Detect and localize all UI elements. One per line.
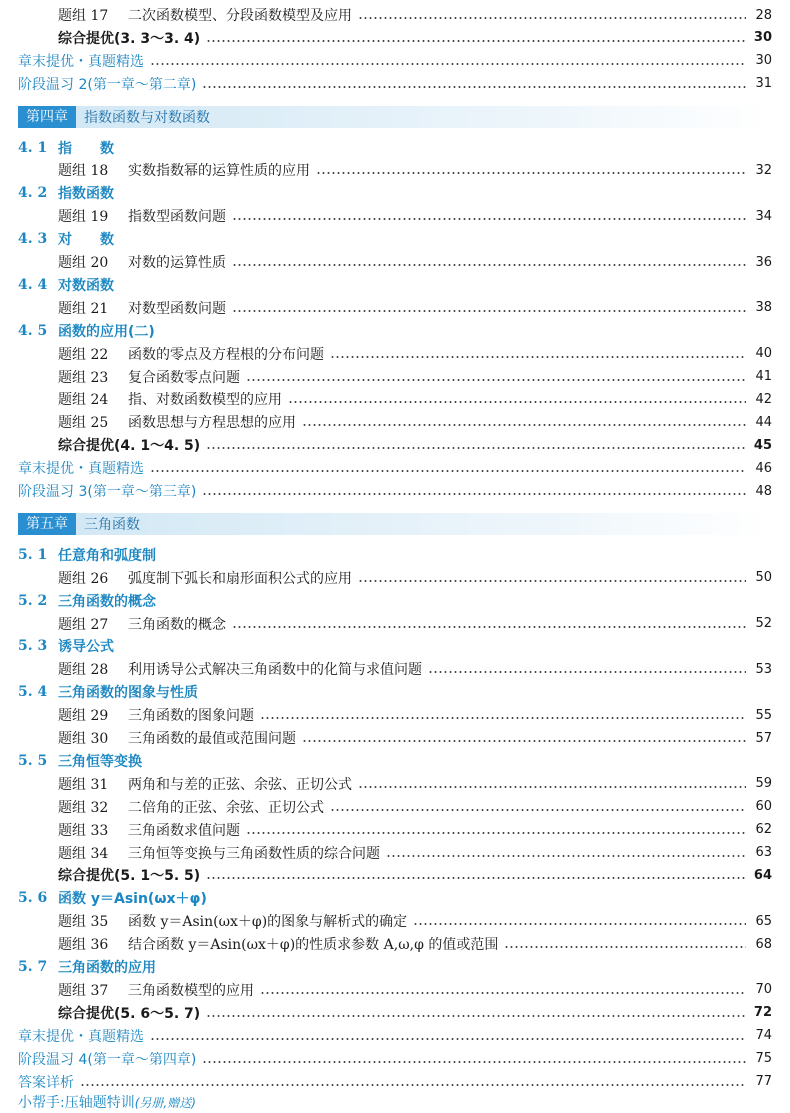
- page-number: 68: [755, 936, 772, 952]
- dot-leader: [206, 447, 746, 449]
- toc-entry[interactable]: [58, 910, 772, 932]
- section-heading[interactable]: [18, 228, 772, 250]
- section-heading[interactable]: [18, 681, 772, 703]
- page-number: 44: [755, 414, 772, 430]
- group-number: 题组 36: [58, 937, 109, 954]
- toc-entry[interactable]: [58, 819, 772, 841]
- toc-entry[interactable]: [58, 796, 772, 818]
- entry-title: 三角函数求值问题: [128, 822, 240, 839]
- entry-title: 对数的运算性质: [128, 255, 226, 271]
- page-number: 40: [755, 346, 772, 362]
- entry-title: 任意角和弧度制: [58, 547, 156, 564]
- toc-entry[interactable]: [58, 205, 772, 227]
- toc-entry[interactable]: [58, 343, 772, 365]
- entry-title: 阶段温习 4(第一章～第四章): [18, 1051, 197, 1068]
- page-number: 41: [755, 369, 772, 384]
- entry-title: 三角函数模型的应用: [128, 982, 254, 999]
- entry-title: 结合函数 y＝Asin(ωx＋φ)的性质求参数 A,ω,φ 的值或范围: [128, 937, 499, 954]
- entry-title: 二次函数模型、分段函数模型及应用: [128, 8, 352, 24]
- section-heading[interactable]: [18, 137, 772, 159]
- toc-entry[interactable]: [58, 704, 772, 726]
- group-number: 题组 24: [58, 392, 109, 409]
- entry-title: 复合函数零点问题: [128, 369, 240, 386]
- page-number: 75: [755, 1051, 772, 1067]
- helper-paren: (另册,赠送): [134, 1095, 196, 1110]
- group-number: 题组 25: [58, 415, 109, 432]
- entry-title: 二倍角的正弦、余弦、正切公式: [128, 799, 324, 816]
- entry-title: 函数的零点及方程根的分布问题: [128, 346, 324, 363]
- toc-entry[interactable]: [58, 979, 772, 1001]
- entry-title: 利用诱导公式解决三角函数中的化简与求值问题: [128, 662, 422, 679]
- toc-entry[interactable]: [58, 933, 772, 955]
- group-number: 题组 34: [58, 845, 109, 862]
- group-number: 题组 21: [58, 300, 109, 317]
- group-number: 题组 19: [58, 209, 109, 226]
- entry-title: 综合提优(3. 3～3. 4): [58, 30, 201, 47]
- dot-leader: [316, 172, 746, 174]
- group-number: 题组 20: [58, 255, 109, 271]
- entry-title: 指、对数函数模型的应用: [128, 392, 282, 409]
- chapter-title: 三角函数: [84, 516, 140, 533]
- dot-leader: [202, 1061, 746, 1063]
- group-number: 题组 27: [58, 616, 109, 633]
- group-number: 题组 29: [58, 708, 109, 725]
- page-number: 45: [753, 437, 772, 453]
- group-number: 题组 23: [58, 369, 109, 386]
- section-heading[interactable]: [18, 750, 772, 772]
- page-number: 46: [755, 460, 772, 476]
- chapter-banner: [18, 513, 772, 535]
- summary-entry[interactable]: [58, 434, 772, 456]
- entry-title: 诱导公式: [58, 639, 114, 656]
- page-number: 30: [753, 30, 772, 46]
- entry-title: 指数函数: [58, 186, 114, 203]
- toc-entry[interactable]: [58, 567, 772, 589]
- group-number: 题组 18: [58, 163, 109, 180]
- dot-leader: [302, 740, 746, 742]
- dot-leader: [202, 493, 746, 495]
- dot-leader: [386, 855, 746, 857]
- dot-leader: [358, 786, 746, 788]
- dot-leader: [206, 877, 746, 879]
- chapter-end-entry[interactable]: [18, 50, 772, 72]
- group-number: 题组 30: [58, 731, 109, 747]
- section-number: 5. 1: [18, 546, 48, 563]
- section-number: 5. 7: [18, 959, 48, 975]
- entry-title: 函数的应用(二): [58, 323, 155, 340]
- page-number: 77: [755, 1074, 772, 1089]
- dot-leader: [150, 470, 746, 472]
- dot-leader: [413, 923, 746, 925]
- entry-title: 对数函数: [58, 277, 114, 294]
- entry-title: 阶段温习 3(第一章～第三章): [18, 484, 197, 500]
- entry-title: 函数 y＝Asin(ωx＋φ): [58, 891, 207, 908]
- toc-entry[interactable]: [58, 297, 772, 319]
- toc-entry[interactable]: [58, 366, 772, 388]
- entry-title: 三角函数的概念: [128, 616, 226, 633]
- chapter-title: 指数函数与对数函数: [84, 109, 210, 126]
- dot-leader: [150, 63, 746, 65]
- dot-leader: [232, 310, 746, 312]
- toc-entry[interactable]: [58, 658, 772, 680]
- page-number: 60: [755, 799, 772, 815]
- chapter-number: 第四章: [18, 106, 76, 128]
- entry-title: 综合提优(5. 1～5. 5): [58, 868, 201, 885]
- entry-title: 两角和与差的正弦、余弦、正切公式: [128, 776, 352, 793]
- group-number: 题组 26: [58, 570, 109, 587]
- page-number: 34: [755, 208, 772, 224]
- group-number: 题组 37: [58, 982, 109, 999]
- toc-entry[interactable]: [58, 773, 772, 795]
- dot-leader: [202, 86, 746, 88]
- chapter-end-entry[interactable]: [18, 480, 772, 502]
- entry-title: 指数型函数问题: [128, 209, 226, 226]
- toc-entry[interactable]: [58, 842, 772, 864]
- section-heading[interactable]: [18, 887, 772, 909]
- page-number: 57: [755, 730, 772, 746]
- chapter-end-entry[interactable]: [18, 1071, 772, 1093]
- entry-title: 实数指数幂的运算性质的应用: [128, 163, 310, 180]
- section-heading[interactable]: [18, 590, 772, 612]
- entry-title: 答案详析: [18, 1074, 74, 1091]
- group-number: 题组 28: [58, 662, 109, 679]
- dot-leader: [206, 1015, 746, 1017]
- page-number: 74: [755, 1028, 772, 1044]
- entry-title: 三角函数的图象问题: [128, 708, 254, 725]
- entry-title: 综合提优(5. 6～5. 7): [58, 1005, 201, 1022]
- dot-leader: [428, 671, 746, 673]
- helper-title: 小帮手:压轴题特训: [18, 1095, 135, 1112]
- section-number: 5. 2: [18, 592, 48, 609]
- dot-leader: [80, 1084, 746, 1086]
- section-heading[interactable]: [18, 956, 772, 978]
- section-number: 5. 5: [18, 752, 48, 769]
- dot-leader: [358, 580, 746, 582]
- section-number: 4. 4: [18, 276, 48, 293]
- dot-leader: [246, 832, 746, 834]
- page-number: 42: [755, 391, 772, 407]
- page-number: 30: [755, 53, 772, 69]
- entry-title: 对 数: [58, 232, 114, 249]
- page-number: 62: [755, 822, 772, 838]
- toc-entry[interactable]: [58, 411, 772, 433]
- page-number: 38: [755, 300, 772, 316]
- section-number: 5. 6: [18, 890, 48, 907]
- page-number: 31: [755, 76, 772, 92]
- section-number: 5. 3: [18, 638, 48, 655]
- section-number: 4. 3: [18, 231, 48, 248]
- dot-leader: [232, 218, 746, 220]
- entry-title: 对数型函数问题: [128, 300, 226, 317]
- dot-leader: [232, 626, 746, 628]
- entry-title: 三角函数的图象与性质: [58, 685, 198, 702]
- entry-title: 章末提优・真题精选: [18, 53, 144, 70]
- page-number: 70: [755, 982, 772, 998]
- chapter-banner: [18, 106, 772, 128]
- toc-entry[interactable]: [58, 251, 772, 273]
- toc-entry[interactable]: [58, 613, 772, 635]
- section-heading[interactable]: [18, 635, 772, 657]
- dot-leader: [330, 356, 746, 358]
- section-number: 5. 4: [18, 684, 48, 701]
- chapter-end-entry[interactable]: [18, 457, 772, 479]
- group-number: 题组 32: [58, 799, 109, 816]
- entry-title: 函数思想与方程思想的应用: [128, 415, 296, 432]
- section-heading[interactable]: [18, 320, 772, 342]
- entry-title: 章末提优・真题精选: [18, 1028, 144, 1045]
- page-number: 50: [755, 570, 772, 586]
- chapter-end-entry[interactable]: [18, 1025, 772, 1047]
- chapter-end-entry[interactable]: [18, 1048, 772, 1070]
- dot-leader: [358, 17, 746, 19]
- summary-entry[interactable]: [58, 864, 772, 886]
- toc-entry[interactable]: [58, 388, 772, 410]
- section-number: 4. 2: [18, 185, 48, 202]
- entry-title: 阶段温习 2(第一章～第二章): [18, 76, 197, 93]
- group-number: 题组 33: [58, 822, 109, 839]
- page-number: 48: [755, 483, 772, 499]
- entry-title: 章末提优・真题精选: [18, 461, 144, 478]
- dot-leader: [246, 379, 746, 381]
- summary-entry[interactable]: [58, 27, 772, 49]
- section-heading[interactable]: [18, 274, 772, 296]
- page-number: 36: [755, 254, 772, 270]
- entry-title: 三角函数的应用: [58, 960, 156, 976]
- page-number: 53: [755, 661, 772, 677]
- chapter-number: 第五章: [18, 513, 76, 535]
- dot-leader: [150, 1038, 746, 1040]
- section-heading[interactable]: [18, 182, 772, 204]
- page-number: 28: [755, 7, 772, 23]
- page-number: 72: [753, 1005, 772, 1021]
- page-number: 65: [755, 913, 772, 929]
- toc-entry[interactable]: [58, 4, 772, 26]
- page-number: 64: [753, 867, 772, 883]
- entry-title: 三角函数的最值或范围问题: [128, 731, 296, 747]
- entry-title: 指 数: [58, 140, 114, 157]
- group-number: 题组 35: [58, 914, 109, 931]
- dot-leader: [206, 40, 746, 42]
- dot-leader: [504, 946, 746, 948]
- entry-title: 弧度制下弧长和扇形面积公式的应用: [128, 570, 352, 587]
- page-number: 32: [755, 162, 772, 178]
- helper-note: [18, 1091, 196, 1113]
- entry-title: 三角函数的概念: [58, 593, 156, 610]
- section-number: 4. 5: [18, 322, 48, 339]
- summary-entry[interactable]: [58, 1002, 772, 1024]
- group-number: 题组 22: [58, 346, 109, 363]
- entry-title: 综合提优(4. 1～4. 5): [58, 438, 201, 455]
- entry-title: 函数 y＝Asin(ωx＋φ)的图象与解析式的确定: [128, 914, 408, 931]
- dot-leader: [260, 992, 746, 994]
- group-number: 题组 17: [58, 8, 109, 24]
- page-number: 59: [755, 776, 772, 792]
- toc-entry[interactable]: [58, 159, 772, 181]
- page-number: 55: [755, 707, 772, 723]
- section-number: 4. 1: [18, 139, 48, 156]
- dot-leader: [260, 717, 746, 719]
- entry-title: 三角恒等变换: [58, 753, 142, 770]
- page-number: 52: [755, 616, 772, 631]
- group-number: 题组 31: [58, 776, 109, 793]
- page-number: 63: [755, 845, 772, 860]
- dot-leader: [330, 809, 746, 811]
- section-heading[interactable]: [18, 544, 772, 566]
- entry-title: 三角恒等变换与三角函数性质的综合问题: [128, 845, 380, 862]
- dot-leader: [232, 264, 746, 266]
- dot-leader: [302, 424, 746, 426]
- toc-entry[interactable]: [58, 727, 772, 749]
- chapter-end-entry[interactable]: [18, 73, 772, 95]
- dot-leader: [288, 401, 746, 403]
